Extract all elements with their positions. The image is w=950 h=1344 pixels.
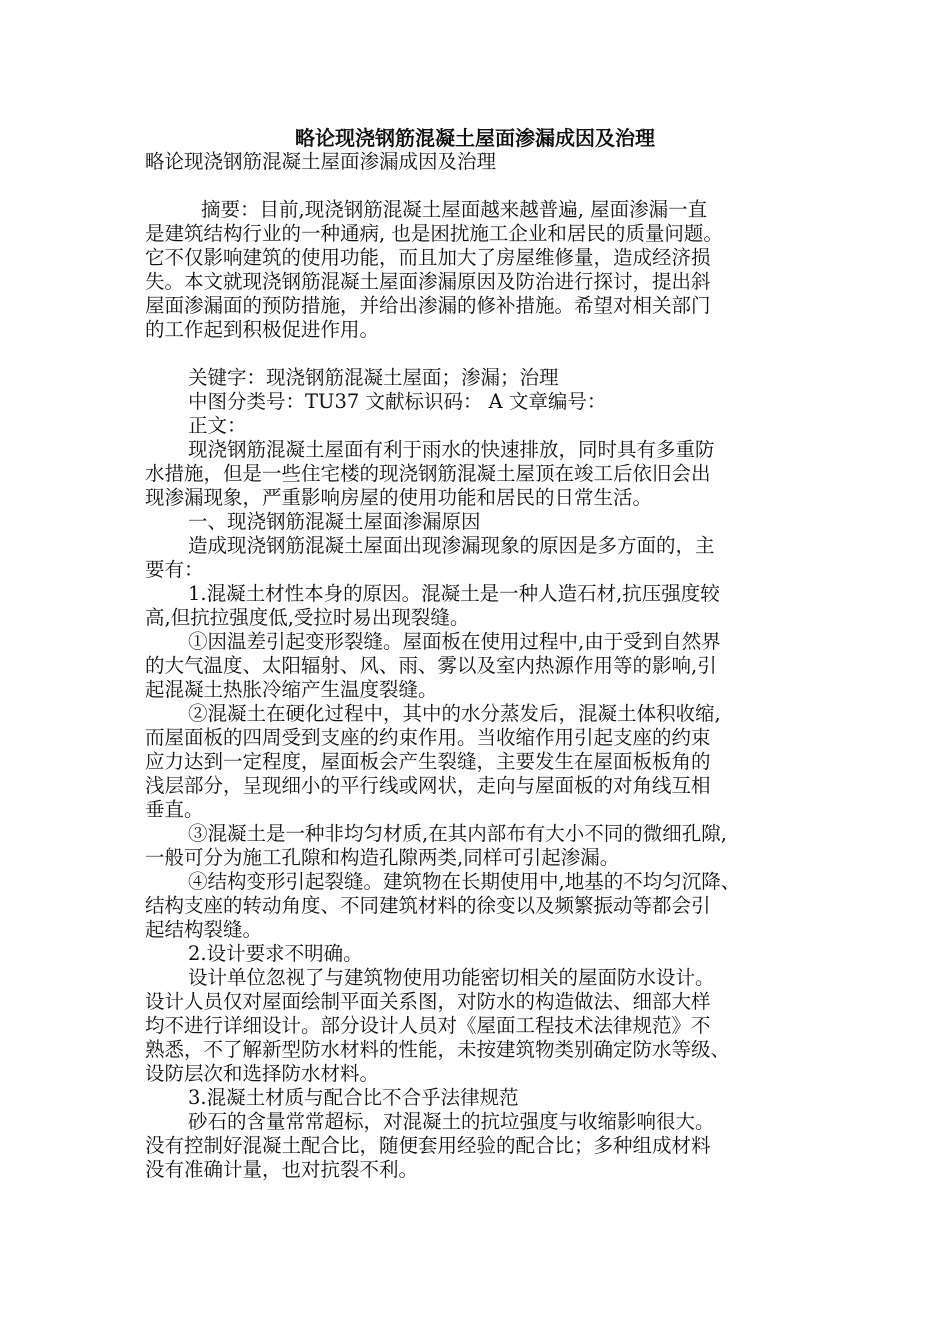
paragraph-line: 设计人员仅对屋面绘制平面关系图，对防水的构造做法、细部大样: [145, 990, 711, 1013]
blank-line: [145, 174, 813, 198]
section-heading: 一、现浇钢筋混凝土屋面渗漏原因: [188, 510, 481, 533]
paragraph-line: ②混凝土在硬化过程中，其中的水分蒸发后，混凝土体积收缩,: [188, 702, 721, 725]
blank-line: [145, 342, 813, 366]
classification-line: 中图分类号：TU37 文献标识码： A 文章编号：: [188, 390, 607, 413]
paragraph-line: 砂石的含量常常超标，对混凝土的抗垃强度与收缩影响很大。: [188, 1110, 715, 1133]
abstract-line: 摘要：目前,现浇钢筋混凝土屋面越来越普遍, 屋面渗漏一直: [201, 198, 708, 221]
paragraph-line: 起混凝土热胀冷缩产生温度裂缝。: [145, 678, 438, 701]
subtitle-line: 略论现浇钢筋混凝土屋面渗漏成因及治理: [145, 150, 497, 173]
paragraph-line: 没有准确计量，也对抗裂不利。: [145, 1158, 419, 1181]
keywords-line: 关键字：现浇钢筋混凝土屋面；渗漏；治理: [188, 366, 559, 389]
paragraph-line: 一般可分为施工孔隙和构造孔隙两类,同样可引起渗漏。: [145, 846, 620, 869]
document-body: [145, 150, 813, 1182]
paragraph-line: 1.混凝土材性本身的原因。混凝土是一种人造石材,抗压强度较: [188, 582, 720, 605]
body-heading: 正文：: [188, 414, 247, 437]
paragraph-line: 设计单位忽视了与建筑物使用功能密切相关的屋面防水设计。: [188, 966, 715, 989]
paragraph-line: 造成现浇钢筋混凝土屋面出现渗漏现象的原因是多方面的，主: [188, 534, 715, 557]
paragraph-line: 水措施，但是一些住宅楼的现浇钢筋混凝土屋顶在竣工后依旧会出: [145, 462, 711, 485]
abstract-line: 失。本文就现浇钢筋混凝土屋面渗漏原因及防治进行探讨，提出斜: [145, 270, 711, 293]
paragraph-line: 起结构裂缝。: [145, 918, 263, 941]
document-title: 略论现浇钢筋混凝土屋面渗漏成因及治理: [295, 126, 655, 150]
paragraph-line: 的大气温度、太阳辐射、风、雨、雾以及室内热源作用等的影响,引: [145, 654, 717, 677]
abstract-line: 的工作起到积极促进作用。: [145, 318, 380, 341]
paragraph-line: ④结构变形引起裂缝。建筑物在长期使用中,地基的不均匀沉降、: [188, 870, 741, 893]
abstract-line: 是建筑结构行业的一种通病, 也是困扰施工企业和居民的质量问题。: [145, 222, 723, 245]
abstract-line: 它不仅影响建筑的使用功能，而且加大了房屋维修量，造成经济损: [145, 246, 711, 269]
paragraph-line: ③混凝土是一种非均匀材质,在其内部布有大小不同的微细孔隙,: [188, 822, 727, 845]
paragraph-line: 2.设计要求不明确。: [188, 942, 363, 965]
paragraph-line: 设防层次和选择防水材料。: [145, 1062, 380, 1085]
paragraph-line: 3.混凝土材质与配合比不合乎法律规范: [188, 1086, 519, 1109]
paragraph-line: 要有：: [145, 558, 204, 581]
paragraph-line: ①因温差引起变形裂缝。屋面板在使用过程中,由于受到自然界: [188, 630, 721, 653]
paragraph-line: 没有控制好混凝土配合比，随便套用经验的配合比；多种组成材料: [145, 1134, 711, 1157]
paragraph-line: 浅层部分，呈现细小的平行线或网状，走向与屋面板的对角线互相: [145, 774, 711, 797]
paragraph-line: 垂直。: [145, 798, 204, 821]
paragraph-line: 现渗漏现象，严重影响房屋的使用功能和居民的日常生活。: [145, 486, 653, 509]
abstract-line: 屋面渗漏面的预防措施，并给出渗漏的修补措施。希望对相关部门: [145, 294, 711, 317]
paragraph-line: 均不进行详细设计。部分设计人员对《屋面工程技术法律规范》不: [145, 1014, 711, 1037]
paragraph-line: 高,但抗拉强度低,受拉时易出现裂缝。: [145, 606, 470, 629]
paragraph-line: 而屋面板的四周受到支座的约束作用。当收缩作用引起支座的约束: [145, 726, 711, 749]
paragraph-line: 应力达到一定程度，屋面板会产生裂缝，主要发生在屋面板板角的: [145, 750, 711, 773]
paragraph-line: 熟悉，不了解新型防水材料的性能，未按建筑物类别确定防水等级、: [145, 1038, 731, 1061]
paragraph-line: 结构支座的转动角度、不同建筑材料的徐变以及频繁振动等都会引: [145, 894, 711, 917]
paragraph-line: 现浇钢筋混凝土屋面有利于雨水的快速排放，同时具有多重防: [188, 438, 715, 461]
